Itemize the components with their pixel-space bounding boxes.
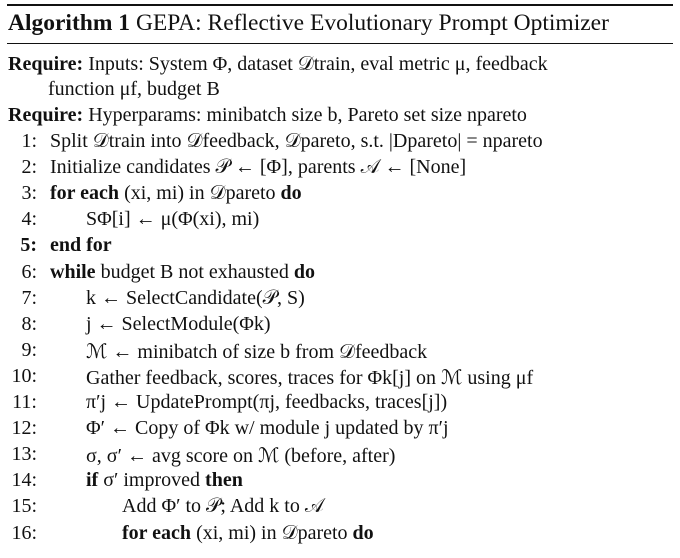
line-code: for each (xi, mi) in 𝒟pareto do xyxy=(50,182,302,205)
keyword: do xyxy=(280,182,302,205)
require-inputs-text-cont: function μf, budget B xyxy=(48,78,220,100)
line-code: Split 𝒟train into 𝒟feedback, 𝒟pareto, s.t. |Dpareto| = npareto xyxy=(50,130,543,152)
require-inputs-cont xyxy=(48,78,220,101)
line-code: σ, σ′ ← avg score on ℳ (before, after) xyxy=(86,445,396,468)
keyword: then xyxy=(205,469,243,492)
keyword: do xyxy=(293,260,315,283)
line-number: 12: xyxy=(11,417,37,440)
line-code: j ← SelectModule(Φk) xyxy=(86,312,271,335)
line-code: Initialize candidates 𝒫 ← [Φ], parents 𝒜 ← [None] xyxy=(50,156,467,179)
line-number: 5: xyxy=(20,234,37,257)
line-code: k ← SelectCandidate(𝒫, S) xyxy=(86,286,305,309)
algorithm-label: Algorithm 1 xyxy=(8,10,131,36)
line-code: Add Φ′ to 𝒫; Add k to 𝒜 xyxy=(122,495,324,518)
line-code: if σ′ improved then xyxy=(86,469,243,492)
line-number: 9: xyxy=(21,338,37,361)
line-number: 10: xyxy=(11,364,37,387)
keyword: for each xyxy=(122,521,192,544)
title-rule xyxy=(7,43,673,44)
keyword: if xyxy=(86,469,99,492)
line-number: 8: xyxy=(21,312,37,335)
algorithm-title xyxy=(8,10,609,37)
line-number: 4: xyxy=(21,208,37,231)
line-number: 16: xyxy=(11,521,37,544)
line-number: 7: xyxy=(21,286,37,309)
keyword: for each xyxy=(50,182,120,205)
keyword: do xyxy=(352,521,374,544)
algorithm-name: GEPA: Reflective Evolutionary Prompt Optimizer xyxy=(135,10,609,36)
line-code: SΦ[i] ← μ(Φ(xi), mi) xyxy=(86,208,260,231)
require-inputs-text: Inputs: System Φ, dataset 𝒟train, eval metric μ, feedback xyxy=(88,53,548,75)
line-number: 11: xyxy=(12,391,37,413)
line-code: Gather feedback, scores, traces for Φk[j] on ℳ using μf xyxy=(86,366,534,389)
line-number: 1: xyxy=(21,130,37,152)
line-number: 2: xyxy=(21,156,37,179)
line-number: 6: xyxy=(21,260,37,283)
require-inputs xyxy=(8,53,548,76)
line-code: end for xyxy=(50,234,112,257)
require-keyword: Require: xyxy=(8,104,84,126)
require-hyperparams-text: Hyperparams: minibatch size b, Pareto set size npareto xyxy=(88,104,527,126)
line-code: π′j ← UpdatePrompt(πj, feedbacks, traces[j]) xyxy=(86,391,448,413)
top-rule xyxy=(7,4,673,6)
line-number: 13: xyxy=(11,443,37,466)
line-number: 3: xyxy=(21,182,37,205)
require-hyperparams xyxy=(8,104,527,127)
require-keyword: Require: xyxy=(8,53,84,75)
line-code: ℳ ← minibatch of size b from 𝒟feedback xyxy=(86,340,428,363)
line-code: while budget B not exhausted do xyxy=(50,260,315,283)
line-number: 15: xyxy=(11,495,37,518)
keyword: while xyxy=(50,260,96,283)
line-number: 14: xyxy=(11,469,37,492)
line-code: for each (xi, mi) in 𝒟pareto do xyxy=(122,521,374,544)
line-code: Φ′ ← Copy of Φk w/ module j updated by π′j xyxy=(86,417,449,440)
